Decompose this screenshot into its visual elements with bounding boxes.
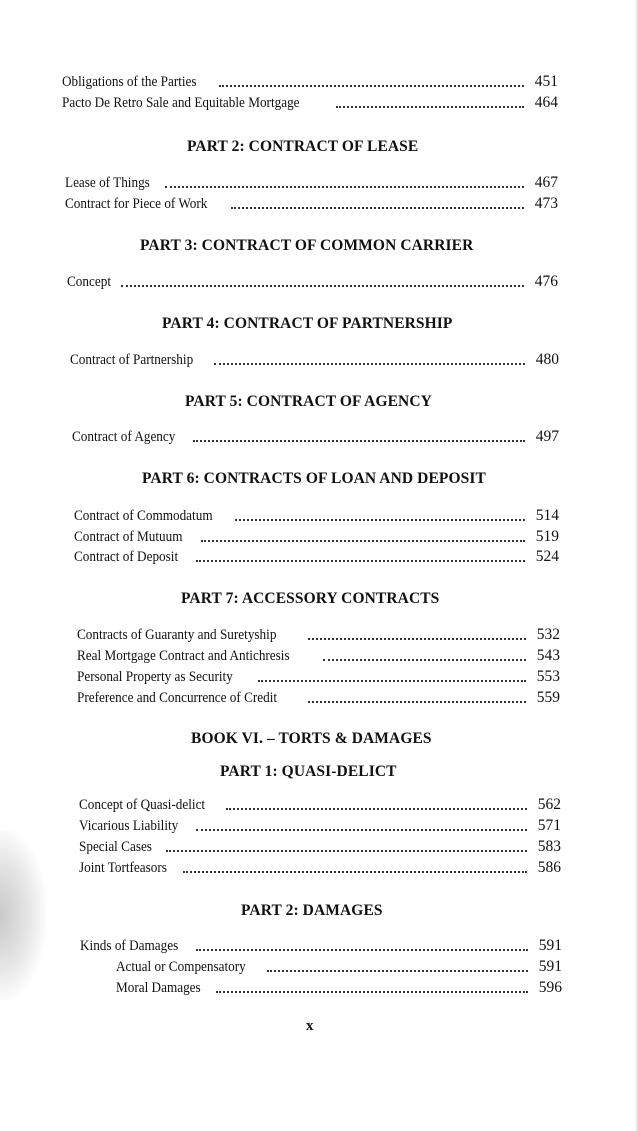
toc-entry [79,837,561,857]
toc-entry-label: Actual or Compensatory [116,959,246,975]
dot-leader [193,440,525,442]
section-heading: PART 7: ACCESSORY CONTRACTS [181,590,440,607]
toc-entry [70,350,559,370]
toc-entry-label: Obligations of the Parties [62,74,197,90]
toc-entry-page: 473 [534,195,558,212]
toc-entry-label: Contract for Piece of Work [65,196,208,212]
toc-entry [67,272,558,292]
toc-subentry [116,978,562,998]
toc-entry-page: 519 [535,528,559,545]
section-heading: PART 1: QUASI-DELICT [220,763,397,780]
toc-entry-label: Concept [67,274,111,290]
toc-entry-label: Contracts of Guaranty and Suretyship [77,627,277,643]
dot-leader [267,970,528,972]
toc-entry [77,667,560,687]
section-heading: PART 6: CONTRACTS OF LOAN AND DEPOSIT [142,470,486,487]
dot-leader [214,363,525,365]
toc-entry [77,688,560,708]
toc-entry-label: Joint Tortfeasors [79,860,167,876]
dot-leader [216,991,528,993]
toc-entry [74,527,559,547]
dot-leader [308,701,526,703]
toc-entry-label: Contract of Partnership [70,352,194,368]
dot-leader [121,285,524,287]
dot-leader [336,106,524,108]
toc-entry [79,816,561,836]
toc-entry-page: 596 [538,979,562,996]
toc-entry-page: 524 [535,548,559,565]
toc-entry-label: Concept of Quasi-delict [79,797,206,813]
toc-entry [72,427,559,447]
section-heading: PART 2: CONTRACT OF LEASE [187,138,419,155]
dot-leader [196,829,527,831]
toc-entry-label: Contract of Mutuum [74,529,183,545]
section-heading: PART 3: CONTRACT OF COMMON CARRIER [140,237,474,254]
toc-entry-label: Kinds of Damages [80,938,179,954]
page-number: x [306,1018,314,1034]
dot-leader [183,871,527,873]
toc-entry-page: 591 [538,958,562,975]
toc-entry [77,625,560,645]
dot-leader [231,207,524,209]
toc-entry [79,858,561,878]
toc-entry-label: Special Cases [79,839,152,855]
toc-entry-label: Contract of Commodatum [74,508,213,524]
toc-entry [74,547,559,567]
toc-entry-page: 562 [537,796,561,813]
toc-entry-page: 532 [536,626,560,643]
dot-leader [196,949,528,951]
toc-entry-page: 553 [536,668,560,685]
dot-leader [226,808,527,810]
dot-leader [219,85,524,87]
section-heading: PART 5: CONTRACT OF AGENCY [185,393,432,410]
toc-entry-page: 591 [538,937,562,954]
section-heading: PART 4: CONTRACT OF PARTNERSHIP [162,315,453,332]
toc-entry-label: Contract of Deposit [74,549,179,565]
dot-leader [258,680,526,682]
toc-entry-page: 586 [537,859,561,876]
toc-entry-page: 451 [534,73,558,90]
dot-leader [323,659,526,661]
dot-leader [196,560,525,562]
toc-entry-page: 467 [534,174,558,191]
toc-entry-label: Personal Property as Security [77,669,233,685]
section-heading: PART 2: DAMAGES [241,902,383,919]
toc-entry [74,506,559,526]
toc-subentry [116,957,562,977]
toc-entry-page: 543 [536,647,560,664]
toc-entry [80,936,562,956]
toc-entry-label: Pacto De Retro Sale and Equitable Mortgage [62,95,300,111]
book-heading: BOOK VI. – TORTS & DAMAGES [191,730,432,747]
toc-entry-page: 583 [537,838,561,855]
toc-entry [65,173,558,193]
dot-leader [166,850,527,852]
toc-entry [77,646,560,666]
toc-entry-label: Lease of Things [65,175,150,191]
toc-entry-page: 480 [535,351,559,368]
page-shadow [0,830,46,1000]
toc-entry-page: 476 [534,273,558,290]
toc-entry-page: 464 [534,94,558,111]
toc-entry-page: 514 [535,507,559,524]
toc-entry-page: 571 [537,817,561,834]
toc-entry-label: Moral Damages [116,980,201,996]
toc-entry-label: Preference and Concurrence of Credit [77,690,278,706]
toc-entry [62,72,558,92]
toc-entry [79,795,561,815]
dot-leader [201,540,525,542]
toc-entry [62,93,558,113]
toc-entry-label: Contract of Agency [72,429,176,445]
toc-entry-label: Real Mortgage Contract and Antichresis [77,648,290,664]
toc-entry-page: 559 [536,689,560,706]
toc-entry-label: Vicarious Liability [79,818,179,834]
dot-leader [235,519,525,521]
dot-leader [165,186,524,188]
toc-entry-page: 497 [535,428,559,445]
dot-leader [308,638,526,640]
toc-entry [65,194,558,214]
